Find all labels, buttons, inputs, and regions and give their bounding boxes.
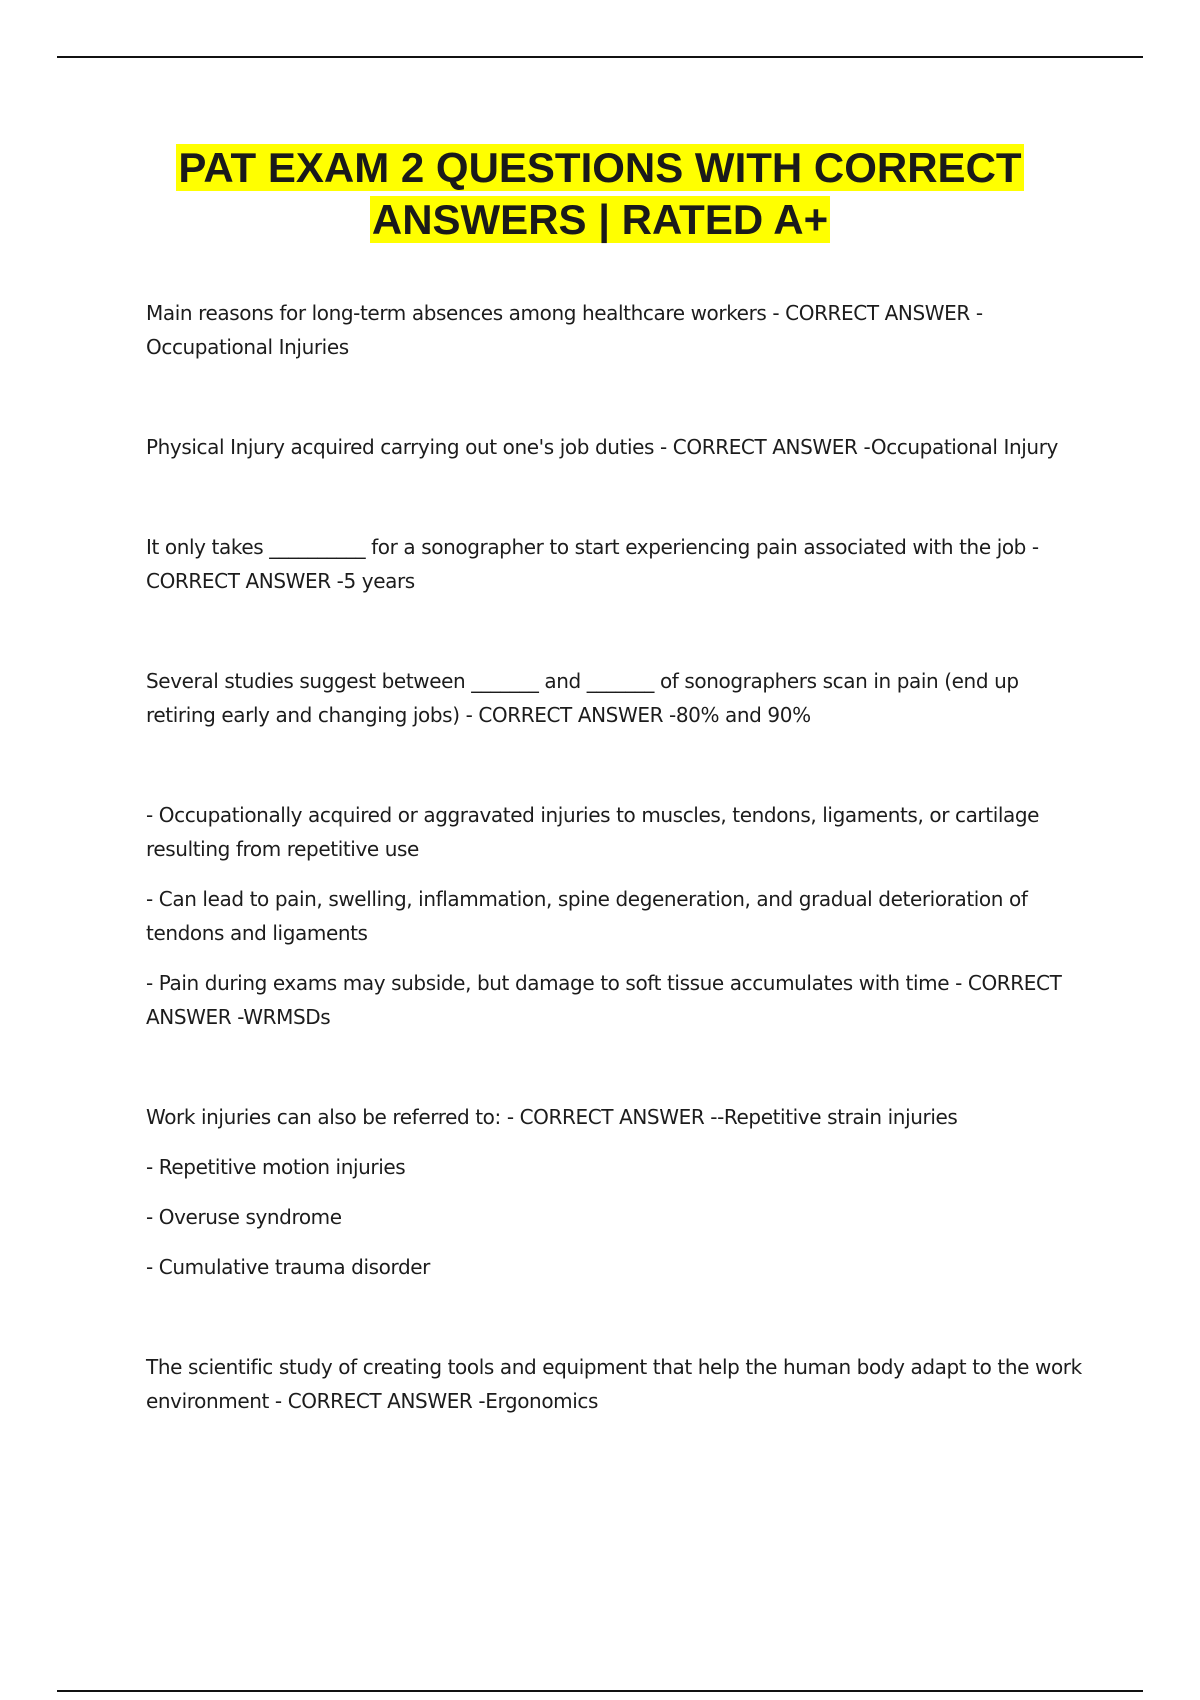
qa-line: - Pain during exams may subside, but damage to soft tissue accumulates with time - CORRECT ANSWER -WRMSDs: [146, 971, 1062, 1029]
qa-text: Physical Injury acquired carrying out one's job duties - CORRECT ANSWER -Occupational Injury: [146, 435, 1058, 459]
qa-line: - Can lead to pain, swelling, inflammation, spine degeneration, and gradual deterioration of tendons and ligaments: [146, 887, 1028, 945]
qa-item-4: [146, 664, 1086, 732]
qa-item-6: [146, 1100, 1086, 1284]
qa-item-3: [146, 530, 1086, 598]
title-line-2: ANSWERS | RATED A+: [371, 196, 829, 243]
header-rule: [57, 56, 1143, 58]
qa-line: Work injuries can also be referred to: - CORRECT ANSWER --Repetitive strain injuries: [146, 1105, 958, 1129]
qa-text: Several studies suggest between _______ and _______ of sonographers scan in pain (end up retiring early and changing jobs) - CORRECT ANSWER -80% and 90%: [146, 669, 1019, 727]
qa-text: The scientific study of creating tools and equipment that help the human body adapt to the work environment - CORRECT ANSWER -Ergonomics: [146, 1355, 1082, 1413]
qa-line: - Repetitive motion injuries: [146, 1155, 406, 1179]
qa-line: - Overuse syndrome: [146, 1205, 342, 1229]
title-line-1: PAT EXAM 2 QUESTIONS WITH CORRECT: [178, 144, 1022, 191]
qa-line: - Occupationally acquired or aggravated injuries to muscles, tendons, ligaments, or cartilage resulting from repetitive use: [146, 803, 1040, 861]
qa-item-7: [146, 1350, 1086, 1418]
qa-item-1: [146, 296, 1086, 364]
qa-item-2: [146, 430, 1086, 464]
footer-rule: [57, 1690, 1143, 1692]
document-title: [57, 142, 1143, 246]
qa-text: Main reasons for long-term absences among healthcare workers - CORRECT ANSWER -Occupational Injuries: [146, 301, 983, 359]
qa-item-5: [146, 798, 1086, 1034]
document-body: [146, 296, 1086, 1418]
qa-line: - Cumulative trauma disorder: [146, 1255, 430, 1279]
qa-text: It only takes __________ for a sonographer to start experiencing pain associated with the job - CORRECT ANSWER -5 years: [146, 535, 1039, 593]
